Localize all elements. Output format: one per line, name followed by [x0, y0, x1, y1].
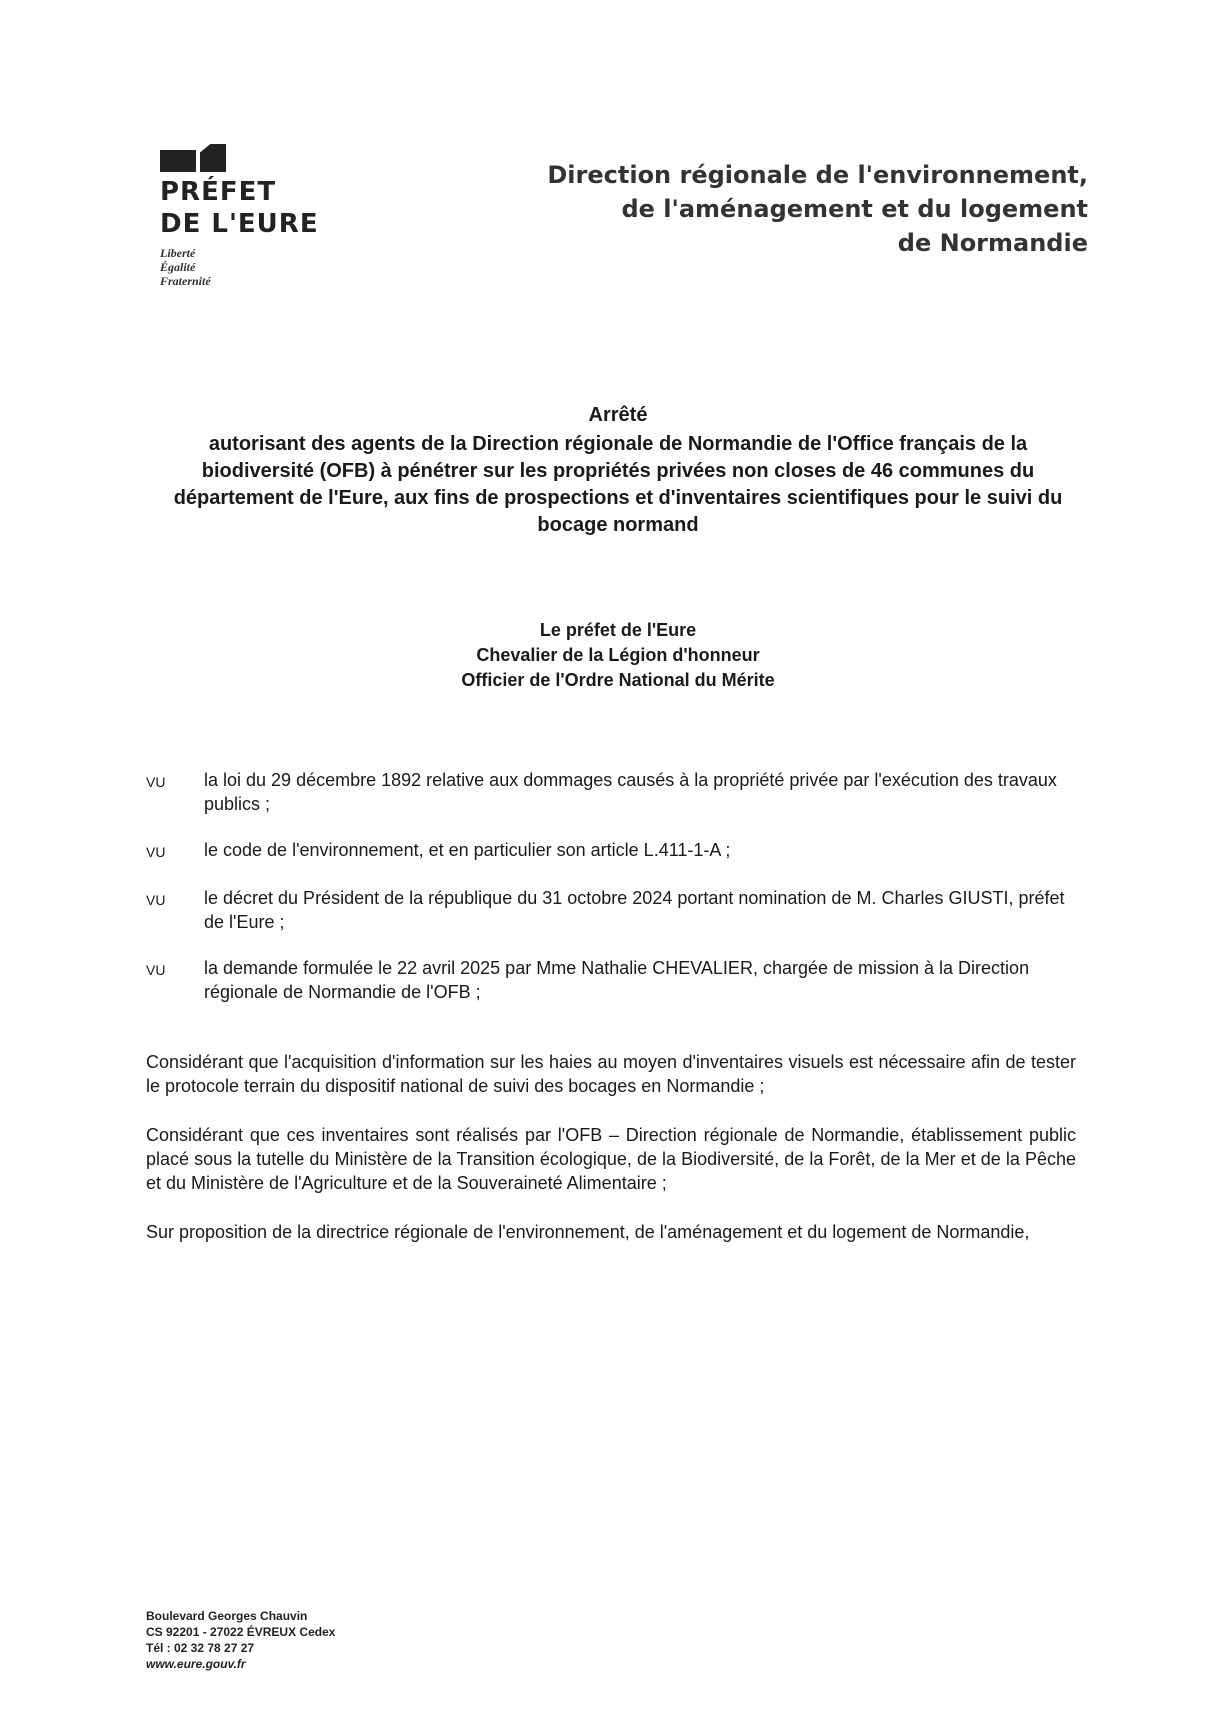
considerant-paragraph: Considérant que l'acquisition d'information sur les haies au moyen d'inventaires visuels est nécessaire afin de tester le protocole terrain du dispositif national de suivi des bocages en Normandie ; [146, 1052, 1076, 1096]
visa-text: la loi du 29 décembre 1892 relative aux dommages causés à la propriété privée par l'exécution des travaux publics ; [204, 770, 1057, 814]
issuing-direction [528, 158, 1088, 260]
prefecture-logo [160, 138, 340, 288]
motto-egalite: Égalité [160, 260, 196, 274]
motto-liberte: Liberté [160, 246, 196, 260]
visa-item [146, 956, 1076, 1004]
visa-label: VU [146, 844, 166, 860]
motto-fraternite: Fraternité [160, 274, 211, 288]
logo-title-line1: PRÉFET [160, 177, 277, 207]
logo-title-line2: DE L'EURE [160, 209, 319, 239]
proposition-paragraph: Sur proposition de la directrice régionale de l'environnement, de l'aménagement et du logement de Normandie, [146, 1222, 1030, 1242]
prefect-honour-2: Officier de l'Ordre National du Mérite [461, 670, 775, 690]
republic-motto [160, 246, 340, 288]
visa-list [146, 768, 1076, 1026]
logo-title [160, 176, 340, 240]
direction-line-3: de Normandie [897, 229, 1088, 257]
prefect-name: Le préfet de l'Eure [539, 620, 697, 640]
prefect-titles [150, 618, 1086, 693]
visa-label: VU [146, 774, 166, 790]
direction-line-2: de l'aménagement et du logement [621, 195, 1088, 223]
decree-heading: Arrêté [588, 404, 648, 426]
decree-subject: autorisant des agents de la Direction régionale de Normandie de l'Office français de la biodiversité (OFB) à pénétrer sur les propriétés privées non closes de 46 communes du département de l'Eure, aux fins de prospections et d'inventaires scientifiques pour le suivi du bocage normand [173, 433, 1063, 536]
decree-title [150, 402, 1086, 539]
direction-line-1: Direction régionale de l'environnement, [547, 161, 1088, 189]
footer-address [146, 1608, 335, 1672]
visa-label: VU [146, 962, 166, 978]
considerant-list [146, 1050, 1076, 1269]
footer-street: Boulevard Georges Chauvin [146, 1609, 308, 1623]
prefect-honour-1: Chevalier de la Légion d'honneur [476, 645, 760, 665]
footer-phone: Tél : 02 32 78 27 27 [146, 1641, 255, 1655]
visa-label: VU [146, 892, 166, 908]
visa-text: la demande formulée le 22 avril 2025 par Mme Nathalie CHEVALIER, chargée de mission à la Direction régionale de Normandie de l'OFB ; [204, 958, 1030, 1002]
visa-item [146, 886, 1076, 934]
visa-text: le code de l'environnement, et en particulier son article L.411-1-A ; [204, 840, 731, 860]
visa-text: le décret du Président de la république du 31 octobre 2024 portant nomination de M. Charles GIUSTI, préfet de l'Eure ; [204, 888, 1065, 932]
visa-item [146, 768, 1076, 816]
considerant-paragraph: Considérant que ces inventaires sont réalisés par l'OFB – Direction régionale de Normandie, établissement public placé sous la tutelle du Ministère de la Transition écologique, de la Biodiversité, de la Forêt, de la Mer et de la Pêche et du Ministère de l'Agriculture et de la Souveraineté Alimentaire ; [146, 1125, 1076, 1193]
visa-item [146, 838, 1076, 864]
marianne-flag-icon [160, 138, 340, 172]
footer-website-link[interactable]: www.eure.gouv.fr [146, 1657, 246, 1671]
footer-postal: CS 92201 - 27022 ÉVREUX Cedex [146, 1625, 336, 1639]
